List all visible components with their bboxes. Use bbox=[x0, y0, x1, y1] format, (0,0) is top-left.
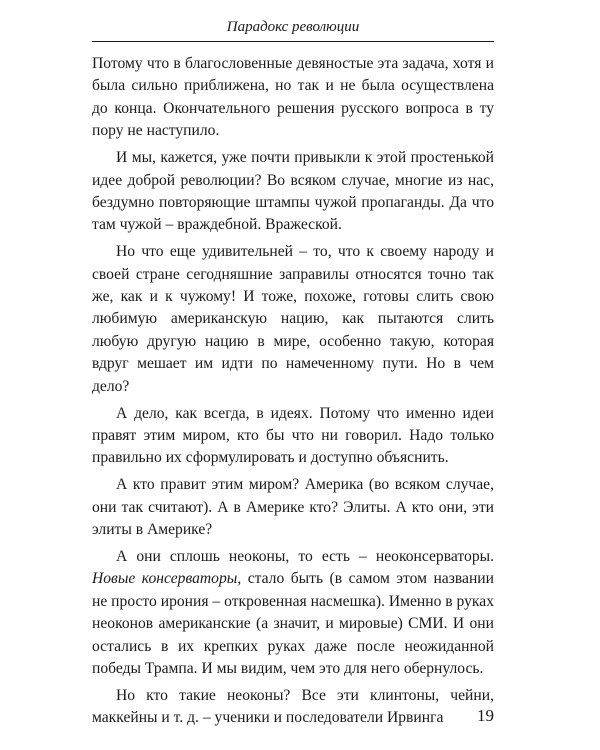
paragraph-7: Но кто такие неоконы? Все эти клинтоны, чейни, маккейны и т. д. – ученики и последователи Ирвинга bbox=[92, 686, 494, 727]
paragraph-4: А дело, как всегда, в идеях. Потому что именно идеи правят этим миром, кто бы что ни говорил. Надо только правильно их сформулировать и доступно объяснить. bbox=[92, 404, 494, 467]
body-text bbox=[92, 53, 494, 734]
paragraph-6-rest: , стало быть (в самом этом названии не просто ирония – откровенная насмешка). Именно в руках неоконов американские (а значит, и мировые) СМИ. И они остались в их крепких руках даже после неожиданной победы Трампа. И мы видим, чем это для него обернулось. bbox=[92, 570, 494, 678]
running-head-title: Парадокс революции bbox=[226, 19, 360, 35]
paragraph-5: А кто правит этим миром? Америка (во всяком случае, они так считают). А в Америке кто? Элиты. А кто они, эти элиты в Америке? bbox=[92, 476, 494, 539]
paragraph-3: Но что еще удивительней – то, что к своему народу и своей стране сегодняшние заправилы относятся точно так же, как и к чужому! И тоже, похоже, готовы слить свою любимую американскую нацию, как пытаются слить любую другую нацию в мире, особенно такую, которая вдруг мешает им идти по намеченному пути. Но в чем дело? bbox=[92, 243, 494, 395]
paragraph-6 bbox=[92, 546, 494, 680]
italic-term: Новые консерваторы bbox=[92, 570, 238, 588]
page-number: 19 bbox=[477, 706, 494, 725]
header-rule bbox=[92, 41, 494, 42]
paragraph-1: Потому что в благословенные девяностые эта задача, хотя и была сильно приближена, но так и не была осуществлена до конца. Окончательного решения русского вопроса в ту пору не наступило. bbox=[92, 55, 494, 140]
paragraph-6-lead: А они сплошь неоконы, то есть – неоконсерваторы. bbox=[116, 548, 494, 566]
paragraph-2: И мы, кажется, уже почти привыкли к этой простенькой идее доброй революции? Во всяком случае, многие из нас, бездумно повторяющие штампы чужой пропаганды. Да что там чужой – враждебной. Вражеской. bbox=[92, 149, 494, 234]
